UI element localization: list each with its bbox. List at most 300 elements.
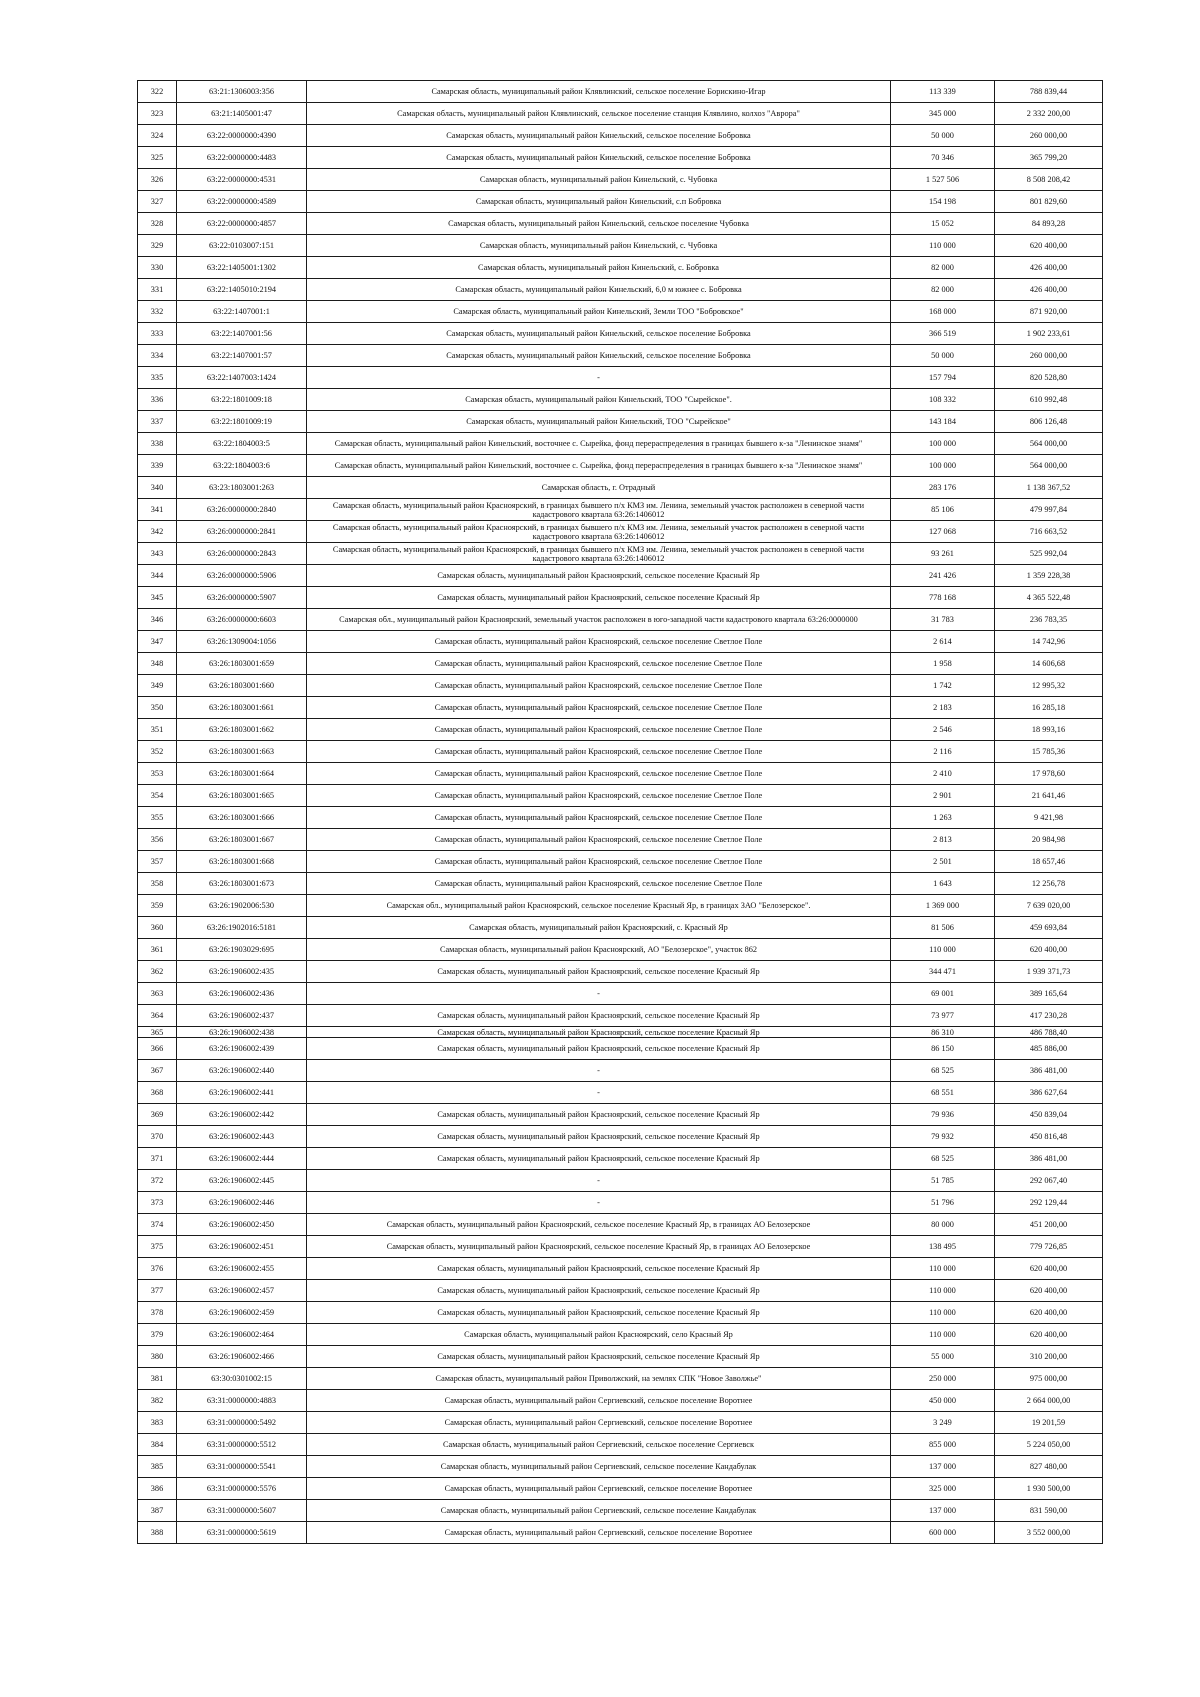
- row-number-cell: 376: [138, 1258, 177, 1280]
- plot-area-cell: 93 261: [891, 543, 995, 565]
- plot-area-cell: 2 116: [891, 741, 995, 763]
- cadastral-number-cell: 63:26:1803001:668: [177, 851, 307, 873]
- table-row: [138, 1346, 1103, 1368]
- plot-area-cell: 50 000: [891, 345, 995, 367]
- row-number-cell: 337: [138, 411, 177, 433]
- table-row: [138, 235, 1103, 257]
- row-number-cell: 343: [138, 543, 177, 565]
- row-number-cell: 377: [138, 1280, 177, 1302]
- plot-area-cell: 86 150: [891, 1038, 995, 1060]
- table-row: [138, 367, 1103, 389]
- cadastral-value-cell: 17 978,60: [995, 763, 1103, 785]
- plot-area-cell: 1 742: [891, 675, 995, 697]
- cadastral-value-cell: 2 664 000,00: [995, 1390, 1103, 1412]
- table-row: [138, 763, 1103, 785]
- plot-address-cell: Самарская область, муниципальный район Кинельский, 6,0 м южнее с. Бобровка: [307, 279, 891, 301]
- cadastral-value-cell: 426 400,00: [995, 279, 1103, 301]
- cadastral-value-cell: 292 129,44: [995, 1192, 1103, 1214]
- plot-area-cell: 1 369 000: [891, 895, 995, 917]
- plot-address-cell: Самарская область, муниципальный район Кинельский, Земли ТОО "Бобровское": [307, 301, 891, 323]
- plot-address-cell: Самарская область, муниципальный район Кинельский, восточнее с. Сырейка, фонд перераспределения в границах бывшего к-за "Ленинское знамя": [307, 455, 891, 477]
- cadastral-number-cell: 63:26:1906002:451: [177, 1236, 307, 1258]
- table-row: [138, 521, 1103, 543]
- table-row: [138, 81, 1103, 103]
- table-row: [138, 279, 1103, 301]
- table-row: [138, 1236, 1103, 1258]
- cadastral-number-cell: 63:26:1906002:455: [177, 1258, 307, 1280]
- plot-address-cell: Самарская область, муниципальный район Приволжский, на землях СПК "Новое Заволжье": [307, 1368, 891, 1390]
- cadastral-number-cell: 63:26:1803001:661: [177, 697, 307, 719]
- plot-area-cell: 108 332: [891, 389, 995, 411]
- row-number-cell: 369: [138, 1104, 177, 1126]
- table-row: [138, 1434, 1103, 1456]
- plot-area-cell: 345 000: [891, 103, 995, 125]
- row-number-cell: 373: [138, 1192, 177, 1214]
- cadastral-number-cell: 63:30:0301002:15: [177, 1368, 307, 1390]
- table-row: [138, 851, 1103, 873]
- cadastral-number-cell: 63:26:1903029:695: [177, 939, 307, 961]
- cadastral-value-cell: 1 902 233,61: [995, 323, 1103, 345]
- plot-address-cell: Самарская область, муниципальный район Кинельский, сельское поселение Бобровка: [307, 323, 891, 345]
- cadastral-number-cell: 63:22:1407001:1: [177, 301, 307, 323]
- row-number-cell: 349: [138, 675, 177, 697]
- cadastral-number-cell: 63:26:1803001:665: [177, 785, 307, 807]
- table-row: [138, 1005, 1103, 1027]
- plot-address-cell: Самарская обл., муниципальный район Красноярский, земельный участок расположен в юго-западной части кадастрового квартала 63:26:0000000: [307, 609, 891, 631]
- cadastral-value-cell: 20 984,98: [995, 829, 1103, 851]
- table-row: [138, 939, 1103, 961]
- land-plots-table: [137, 80, 1103, 1544]
- cadastral-value-cell: 620 400,00: [995, 1258, 1103, 1280]
- row-number-cell: 368: [138, 1082, 177, 1104]
- plot-address-cell: Самарская обл., муниципальный район Красноярский, сельское поселение Красный Яр, в границах ЗАО "Белозерское".: [307, 895, 891, 917]
- row-number-cell: 363: [138, 983, 177, 1005]
- plot-area-cell: 600 000: [891, 1522, 995, 1544]
- row-number-cell: 345: [138, 587, 177, 609]
- table-row: [138, 873, 1103, 895]
- plot-address-cell: Самарская область, г. Отрадный: [307, 477, 891, 499]
- plot-area-cell: 241 426: [891, 565, 995, 587]
- cadastral-number-cell: 63:26:1906002:464: [177, 1324, 307, 1346]
- row-number-cell: 378: [138, 1302, 177, 1324]
- cadastral-number-cell: 63:26:0000000:2841: [177, 521, 307, 543]
- plot-area-cell: 2 813: [891, 829, 995, 851]
- cadastral-value-cell: 788 839,44: [995, 81, 1103, 103]
- plot-address-cell: Самарская область, муниципальный район Красноярский, сельское поселение Красный Яр: [307, 1038, 891, 1060]
- cadastral-number-cell: 63:22:1804003:6: [177, 455, 307, 477]
- cadastral-value-cell: 451 200,00: [995, 1214, 1103, 1236]
- plot-area-cell: 79 936: [891, 1104, 995, 1126]
- plot-address-cell: Самарская область, муниципальный район Сергиевский, сельское поселение Кандабулак: [307, 1500, 891, 1522]
- cadastral-number-cell: 63:26:0000000:2843: [177, 543, 307, 565]
- plot-area-cell: 100 000: [891, 455, 995, 477]
- row-number-cell: 371: [138, 1148, 177, 1170]
- row-number-cell: 327: [138, 191, 177, 213]
- cadastral-number-cell: 63:26:1309004:1056: [177, 631, 307, 653]
- plot-area-cell: 110 000: [891, 939, 995, 961]
- cadastral-number-cell: 63:26:1906002:446: [177, 1192, 307, 1214]
- cadastral-value-cell: 485 886,00: [995, 1038, 1103, 1060]
- row-number-cell: 342: [138, 521, 177, 543]
- row-number-cell: 333: [138, 323, 177, 345]
- cadastral-value-cell: 827 480,00: [995, 1456, 1103, 1478]
- cadastral-value-cell: 564 000,00: [995, 455, 1103, 477]
- cadastral-number-cell: 63:22:0000000:4857: [177, 213, 307, 235]
- plot-area-cell: 157 794: [891, 367, 995, 389]
- cadastral-number-cell: 63:22:1405001:1302: [177, 257, 307, 279]
- row-number-cell: 339: [138, 455, 177, 477]
- cadastral-value-cell: 236 783,35: [995, 609, 1103, 631]
- cadastral-number-cell: 63:22:0103007:151: [177, 235, 307, 257]
- table-row: [138, 653, 1103, 675]
- cadastral-number-cell: 63:31:0000000:5512: [177, 1434, 307, 1456]
- table-row: [138, 829, 1103, 851]
- plot-area-cell: 143 184: [891, 411, 995, 433]
- cadastral-number-cell: 63:22:1407001:57: [177, 345, 307, 367]
- plot-area-cell: 1 263: [891, 807, 995, 829]
- plot-address-cell: Самарская область, муниципальный район Красноярский, сельское поселение Светлое Поле: [307, 763, 891, 785]
- row-number-cell: 370: [138, 1126, 177, 1148]
- table-row: [138, 983, 1103, 1005]
- row-number-cell: 383: [138, 1412, 177, 1434]
- table-row: [138, 125, 1103, 147]
- cadastral-number-cell: 63:26:1906002:445: [177, 1170, 307, 1192]
- row-number-cell: 348: [138, 653, 177, 675]
- row-number-cell: 382: [138, 1390, 177, 1412]
- plot-address-cell: Самарская область, муниципальный район Сергиевский, сельское поселение Воротнее: [307, 1478, 891, 1500]
- row-number-cell: 361: [138, 939, 177, 961]
- cadastral-value-cell: 1 138 367,52: [995, 477, 1103, 499]
- cadastral-number-cell: 63:26:1906002:457: [177, 1280, 307, 1302]
- table-row: [138, 257, 1103, 279]
- row-number-cell: 351: [138, 719, 177, 741]
- row-number-cell: 336: [138, 389, 177, 411]
- plot-area-cell: 110 000: [891, 1324, 995, 1346]
- cadastral-value-cell: 365 799,20: [995, 147, 1103, 169]
- plot-area-cell: 325 000: [891, 1478, 995, 1500]
- cadastral-value-cell: 12 995,32: [995, 675, 1103, 697]
- plot-address-cell: Самарская область, муниципальный район Кинельский, сельское поселение Бобровка: [307, 345, 891, 367]
- cadastral-number-cell: 63:26:1906002:435: [177, 961, 307, 983]
- plot-address-cell: Самарская область, муниципальный район Красноярский, сельское поселение Светлое Поле: [307, 719, 891, 741]
- plot-area-cell: 2 546: [891, 719, 995, 741]
- row-number-cell: 330: [138, 257, 177, 279]
- row-number-cell: 335: [138, 367, 177, 389]
- cadastral-number-cell: 63:31:0000000:5619: [177, 1522, 307, 1544]
- plot-address-cell: Самарская область, муниципальный район Красноярский, сельское поселение Красный Яр: [307, 1104, 891, 1126]
- cadastral-number-cell: 63:26:1803001:666: [177, 807, 307, 829]
- plot-area-cell: 82 000: [891, 279, 995, 301]
- table-row: [138, 345, 1103, 367]
- plot-address-cell: -: [307, 1082, 891, 1104]
- cadastral-value-cell: 2 332 200,00: [995, 103, 1103, 125]
- row-number-cell: 366: [138, 1038, 177, 1060]
- cadastral-value-cell: 831 590,00: [995, 1500, 1103, 1522]
- table-row: [138, 1060, 1103, 1082]
- cadastral-number-cell: 63:31:0000000:5576: [177, 1478, 307, 1500]
- cadastral-number-cell: 63:26:1803001:663: [177, 741, 307, 763]
- plot-area-cell: 137 000: [891, 1456, 995, 1478]
- table-row: [138, 1500, 1103, 1522]
- plot-address-cell: Самарская область, муниципальный район Красноярский, сельское поселение Красный Яр: [307, 565, 891, 587]
- plot-area-cell: 1 527 506: [891, 169, 995, 191]
- plot-address-cell: Самарская область, муниципальный район Красноярский, сельское поселение Светлое Поле: [307, 807, 891, 829]
- row-number-cell: 355: [138, 807, 177, 829]
- cadastral-number-cell: 63:26:1906002:439: [177, 1038, 307, 1060]
- plot-area-cell: 250 000: [891, 1368, 995, 1390]
- row-number-cell: 350: [138, 697, 177, 719]
- cadastral-value-cell: 7 639 020,00: [995, 895, 1103, 917]
- row-number-cell: 331: [138, 279, 177, 301]
- plot-area-cell: 68 525: [891, 1060, 995, 1082]
- cadastral-value-cell: 806 126,48: [995, 411, 1103, 433]
- plot-area-cell: 2 410: [891, 763, 995, 785]
- cadastral-value-cell: 620 400,00: [995, 1302, 1103, 1324]
- plot-address-cell: Самарская область, муниципальный район Красноярский, сельское поселение Красный Яр: [307, 1258, 891, 1280]
- row-number-cell: 375: [138, 1236, 177, 1258]
- plot-area-cell: 68 525: [891, 1148, 995, 1170]
- cadastral-value-cell: 820 528,80: [995, 367, 1103, 389]
- plot-address-cell: Самарская область, муниципальный район Кинельский, ТОО "Сырейское".: [307, 389, 891, 411]
- plot-area-cell: 1 643: [891, 873, 995, 895]
- plot-area-cell: 110 000: [891, 1280, 995, 1302]
- cadastral-value-cell: 426 400,00: [995, 257, 1103, 279]
- table-row: [138, 1038, 1103, 1060]
- table-row: [138, 301, 1103, 323]
- plot-area-cell: 168 000: [891, 301, 995, 323]
- plot-area-cell: 100 000: [891, 433, 995, 455]
- plot-area-cell: 3 249: [891, 1412, 995, 1434]
- table-row: [138, 1082, 1103, 1104]
- plot-address-cell: Самарская область, муниципальный район Красноярский, в границах бывшего п/х КМЗ им. Ленина, земельный участок расположен в северной части кадастрового квартала 63:26:1406012: [307, 521, 891, 543]
- cadastral-value-cell: 1 359 228,38: [995, 565, 1103, 587]
- plot-area-cell: 855 000: [891, 1434, 995, 1456]
- plot-address-cell: Самарская область, муниципальный район Кинельский, с. Чубовка: [307, 169, 891, 191]
- table-row: [138, 147, 1103, 169]
- table-row: [138, 1192, 1103, 1214]
- row-number-cell: 322: [138, 81, 177, 103]
- table-row: [138, 895, 1103, 917]
- cadastral-value-cell: 14 742,96: [995, 631, 1103, 653]
- table-row: [138, 389, 1103, 411]
- row-number-cell: 338: [138, 433, 177, 455]
- plot-area-cell: 137 000: [891, 1500, 995, 1522]
- cadastral-number-cell: 63:26:1906002:466: [177, 1346, 307, 1368]
- cadastral-number-cell: 63:26:0000000:5906: [177, 565, 307, 587]
- row-number-cell: 328: [138, 213, 177, 235]
- plot-area-cell: 283 176: [891, 477, 995, 499]
- plot-area-cell: 51 785: [891, 1170, 995, 1192]
- cadastral-value-cell: 389 165,64: [995, 983, 1103, 1005]
- plot-address-cell: Самарская область, муниципальный район Красноярский, сельское поселение Красный Яр: [307, 1302, 891, 1324]
- plot-address-cell: Самарская область, муниципальный район Сергиевский, сельское поселение Воротнее: [307, 1412, 891, 1434]
- plot-area-cell: 366 519: [891, 323, 995, 345]
- cadastral-value-cell: 84 893,28: [995, 213, 1103, 235]
- plot-address-cell: Самарская область, муниципальный район Кинельский, с. Чубовка: [307, 235, 891, 257]
- cadastral-value-cell: 16 285,18: [995, 697, 1103, 719]
- cadastral-value-cell: 18 657,46: [995, 851, 1103, 873]
- plot-address-cell: Самарская область, муниципальный район Кинельский, с.п Бобровка: [307, 191, 891, 213]
- table-row: [138, 807, 1103, 829]
- table-row: [138, 917, 1103, 939]
- cadastral-value-cell: 260 000,00: [995, 125, 1103, 147]
- row-number-cell: 365: [138, 1027, 177, 1038]
- cadastral-number-cell: 63:22:0000000:4390: [177, 125, 307, 147]
- row-number-cell: 380: [138, 1346, 177, 1368]
- cadastral-number-cell: 63:26:1906002:443: [177, 1126, 307, 1148]
- table-row: [138, 1280, 1103, 1302]
- cadastral-number-cell: 63:22:1407001:56: [177, 323, 307, 345]
- cadastral-number-cell: 63:26:1906002:440: [177, 1060, 307, 1082]
- plot-address-cell: -: [307, 983, 891, 1005]
- plot-area-cell: 110 000: [891, 1302, 995, 1324]
- plot-area-cell: 31 783: [891, 609, 995, 631]
- row-number-cell: 374: [138, 1214, 177, 1236]
- cadastral-number-cell: 63:26:1803001:667: [177, 829, 307, 851]
- cadastral-value-cell: 386 481,00: [995, 1060, 1103, 1082]
- table-row: [138, 1214, 1103, 1236]
- table-row: [138, 455, 1103, 477]
- table-row: [138, 719, 1103, 741]
- cadastral-number-cell: 63:26:1906002:436: [177, 983, 307, 1005]
- cadastral-value-cell: 9 421,98: [995, 807, 1103, 829]
- cadastral-number-cell: 63:26:1902006:530: [177, 895, 307, 917]
- plot-address-cell: Самарская область, муниципальный район Клявлинский, сельское поселение Борискино-Игар: [307, 81, 891, 103]
- plot-address-cell: Самарская область, муниципальный район Сергиевский, сельское поселение Сергиевск: [307, 1434, 891, 1456]
- cadastral-value-cell: 450 816,48: [995, 1126, 1103, 1148]
- cadastral-number-cell: 63:22:0000000:4531: [177, 169, 307, 191]
- plot-address-cell: Самарская область, муниципальный район Кинельский, сельское поселение Бобровка: [307, 147, 891, 169]
- cadastral-value-cell: 620 400,00: [995, 939, 1103, 961]
- row-number-cell: 325: [138, 147, 177, 169]
- table-row: [138, 1368, 1103, 1390]
- cadastral-number-cell: 63:21:1405001:47: [177, 103, 307, 125]
- table-row: [138, 433, 1103, 455]
- cadastral-value-cell: 14 606,68: [995, 653, 1103, 675]
- plot-area-cell: 85 106: [891, 499, 995, 521]
- plot-address-cell: -: [307, 1060, 891, 1082]
- plot-area-cell: 51 796: [891, 1192, 995, 1214]
- table-row: [138, 675, 1103, 697]
- plot-area-cell: 450 000: [891, 1390, 995, 1412]
- plot-address-cell: Самарская область, муниципальный район Красноярский, сельское поселение Красный Яр: [307, 587, 891, 609]
- row-number-cell: 341: [138, 499, 177, 521]
- plot-area-cell: 1 958: [891, 653, 995, 675]
- plot-area-cell: 110 000: [891, 235, 995, 257]
- row-number-cell: 367: [138, 1060, 177, 1082]
- cadastral-value-cell: 1 939 371,73: [995, 961, 1103, 983]
- plot-area-cell: 138 495: [891, 1236, 995, 1258]
- plot-address-cell: Самарская область, муниципальный район Красноярский, сельское поселение Светлое Поле: [307, 631, 891, 653]
- cadastral-number-cell: 63:23:1803001:263: [177, 477, 307, 499]
- table-row: [138, 1126, 1103, 1148]
- cadastral-number-cell: 63:26:1803001:660: [177, 675, 307, 697]
- cadastral-number-cell: 63:26:0000000:2840: [177, 499, 307, 521]
- table-row: [138, 697, 1103, 719]
- plot-address-cell: Самарская область, муниципальный район Сергиевский, сельское поселение Кандабулак: [307, 1456, 891, 1478]
- cadastral-value-cell: 5 224 050,00: [995, 1434, 1103, 1456]
- cadastral-number-cell: 63:22:1801009:19: [177, 411, 307, 433]
- plot-address-cell: Самарская область, муниципальный район Красноярский, сельское поселение Красный Яр, в границах АО Белозерское: [307, 1214, 891, 1236]
- cadastral-value-cell: 716 663,52: [995, 521, 1103, 543]
- cadastral-value-cell: 525 992,04: [995, 543, 1103, 565]
- row-number-cell: 329: [138, 235, 177, 257]
- cadastral-value-cell: 459 693,84: [995, 917, 1103, 939]
- plot-address-cell: -: [307, 367, 891, 389]
- cadastral-value-cell: 417 230,28: [995, 1005, 1103, 1027]
- cadastral-value-cell: 386 481,00: [995, 1148, 1103, 1170]
- plot-area-cell: 2 614: [891, 631, 995, 653]
- row-number-cell: 362: [138, 961, 177, 983]
- plot-address-cell: Самарская область, муниципальный район Клявлинский, сельское поселение станция Клявлино, колхоз "Аврора": [307, 103, 891, 125]
- cadastral-number-cell: 63:26:1906002:438: [177, 1027, 307, 1038]
- cadastral-number-cell: 63:26:1906002:459: [177, 1302, 307, 1324]
- plot-address-cell: Самарская область, муниципальный район Красноярский, сельское поселение Светлое Поле: [307, 653, 891, 675]
- plot-area-cell: 82 000: [891, 257, 995, 279]
- plot-address-cell: -: [307, 1170, 891, 1192]
- cadastral-value-cell: 779 726,85: [995, 1236, 1103, 1258]
- cadastral-number-cell: 63:31:0000000:5607: [177, 1500, 307, 1522]
- plot-address-cell: Самарская область, муниципальный район Кинельский, с. Бобровка: [307, 257, 891, 279]
- row-number-cell: 364: [138, 1005, 177, 1027]
- row-number-cell: 346: [138, 609, 177, 631]
- cadastral-number-cell: 63:31:0000000:4883: [177, 1390, 307, 1412]
- cadastral-value-cell: 12 256,78: [995, 873, 1103, 895]
- table-row: [138, 1522, 1103, 1544]
- table-row: [138, 565, 1103, 587]
- plot-area-cell: 73 977: [891, 1005, 995, 1027]
- plot-area-cell: 50 000: [891, 125, 995, 147]
- cadastral-value-cell: 292 067,40: [995, 1170, 1103, 1192]
- table-row: [138, 411, 1103, 433]
- plot-address-cell: Самарская область, муниципальный район Красноярский, сельское поселение Красный Яр: [307, 1027, 891, 1038]
- plot-address-cell: Самарская область, муниципальный район Красноярский, с. Красный Яр: [307, 917, 891, 939]
- plot-area-cell: 70 346: [891, 147, 995, 169]
- cadastral-number-cell: 63:26:0000000:5907: [177, 587, 307, 609]
- plot-address-cell: Самарская область, муниципальный район Красноярский, сельское поселение Красный Яр: [307, 1005, 891, 1027]
- plot-address-cell: Самарская область, муниципальный район Красноярский, сельское поселение Красный Яр: [307, 1148, 891, 1170]
- plot-address-cell: Самарская область, муниципальный район Красноярский, сельское поселение Светлое Поле: [307, 851, 891, 873]
- plot-address-cell: Самарская область, муниципальный район Красноярский, сельское поселение Светлое Поле: [307, 675, 891, 697]
- cadastral-value-cell: 610 992,48: [995, 389, 1103, 411]
- row-number-cell: 352: [138, 741, 177, 763]
- table-row: [138, 1148, 1103, 1170]
- plot-area-cell: 80 000: [891, 1214, 995, 1236]
- table-row: [138, 961, 1103, 983]
- row-number-cell: 326: [138, 169, 177, 191]
- cadastral-value-cell: 620 400,00: [995, 1280, 1103, 1302]
- cadastral-number-cell: 63:26:1906002:437: [177, 1005, 307, 1027]
- table-row: [138, 785, 1103, 807]
- plot-address-cell: Самарская область, муниципальный район Сергиевский, сельское поселение Воротнее: [307, 1522, 891, 1544]
- plot-area-cell: 2 901: [891, 785, 995, 807]
- plot-address-cell: -: [307, 1192, 891, 1214]
- table-row: [138, 609, 1103, 631]
- cadastral-value-cell: 18 993,16: [995, 719, 1103, 741]
- row-number-cell: 353: [138, 763, 177, 785]
- cadastral-number-cell: 63:26:1803001:673: [177, 873, 307, 895]
- plot-area-cell: 154 198: [891, 191, 995, 213]
- table-row: [138, 1104, 1103, 1126]
- plot-area-cell: 127 068: [891, 521, 995, 543]
- cadastral-number-cell: 63:26:1906002:450: [177, 1214, 307, 1236]
- plot-address-cell: Самарская область, муниципальный район Красноярский, село Красный Яр: [307, 1324, 891, 1346]
- cadastral-value-cell: 801 829,60: [995, 191, 1103, 213]
- plot-area-cell: 81 506: [891, 917, 995, 939]
- cadastral-number-cell: 63:31:0000000:5492: [177, 1412, 307, 1434]
- table-row: [138, 213, 1103, 235]
- cadastral-number-cell: 63:26:1902016:5181: [177, 917, 307, 939]
